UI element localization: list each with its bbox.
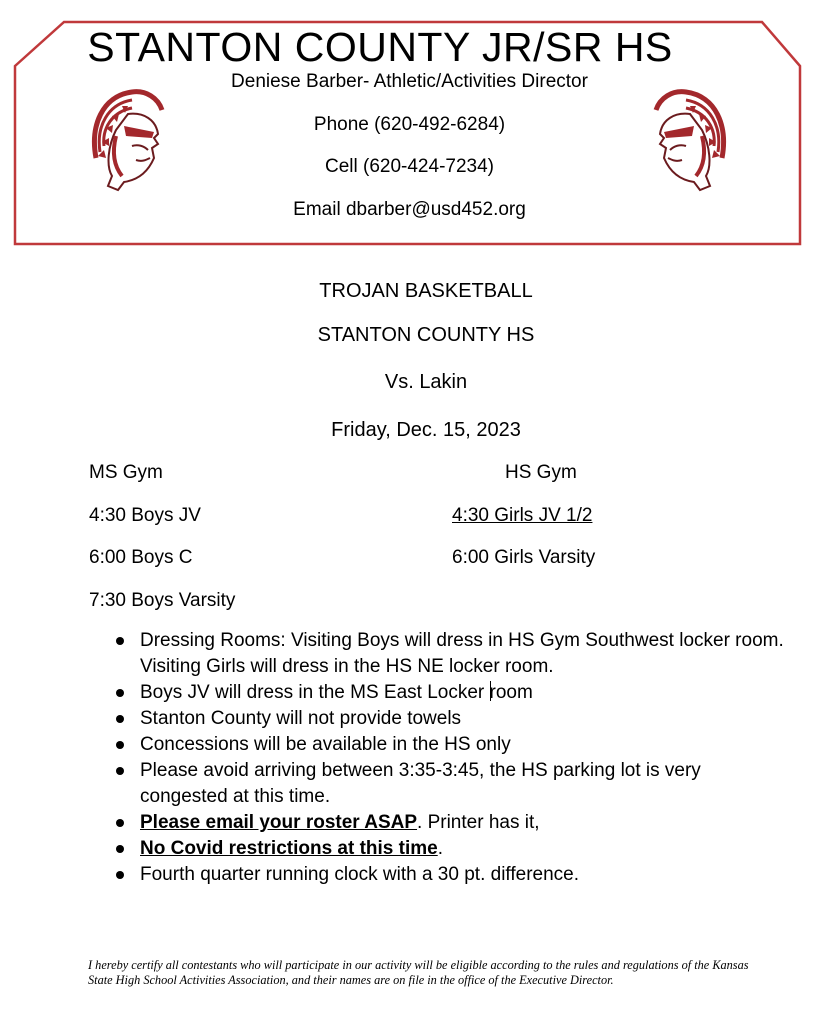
note-roster-emphasis: Please email your roster ASAP [140,812,418,833]
trojan-logo-right [650,86,730,194]
event-location: STANTON COUNTY HS [317,324,535,346]
ms-game-boys-varsity: 7:30 Boys Varsity [89,590,236,611]
trojan-logo-left [88,86,168,194]
director-line: Deniese Barber- Athletic/Activities Director [231,71,588,92]
event-sport: TROJAN BASKETBALL [319,280,533,302]
list-item [140,810,790,836]
note-boys-jv-end: room [489,682,533,703]
notes-list [110,628,790,888]
ms-game-boys-jv: 4:30 Boys JV [89,505,201,526]
hs-game-girls-jv: 4:30 Girls JV 1/2 [452,505,593,526]
phone-line: Phone (620-492-6284) [313,114,506,135]
hs-game-girls-varsity: 6:00 Girls Varsity [452,547,596,568]
note-covid-emphasis: No Covid restrictions at this time [140,838,438,859]
list-item [140,628,790,680]
ms-gym-heading: MS Gym [89,462,163,483]
note-running-clock: Fourth quarter running clock with a 30 pt. difference. [140,864,580,885]
hs-gym-heading: HS Gym [505,462,577,483]
email-line: Email dbarber@usd452.org [293,199,526,220]
event-date: Friday, Dec. 15, 2023 [331,419,521,441]
note-boys-jv: Boys JV will dress in the MS East Locker [140,682,490,703]
cell-line: Cell (620-424-7234) [325,156,494,177]
list-item [140,732,790,758]
event-opponent: Vs. Lakin [384,371,468,393]
list-item [140,862,790,888]
ms-game-boys-c: 6:00 Boys C [89,547,193,568]
list-item [140,706,790,732]
certification-statement: I hereby certify all contestants who will participate in our activity will be eligible according to the rules and regulations of the Kansas State High School Activities Association, and their names are on file in the office of the Executive Director. [88,958,749,987]
list-item [140,836,790,862]
note-towels: Stanton County will not provide towels [140,708,462,729]
list-item [140,680,790,706]
note-concessions: Concessions will be available in the HS only [140,734,511,755]
note-arrival: Please avoid arriving between 3:35-3:45, the HS parking lot is very congested at this time. [140,760,701,807]
note-roster-rest: . Printer has it, [417,812,540,833]
note-covid-rest: . [437,838,444,859]
list-item [140,758,790,810]
note-dressing-rooms: Dressing Rooms: Visiting Boys will dress in HS Gym Southwest locker room. Visiting Girls will dress in the HS NE locker room. [140,630,784,677]
school-title: STANTON COUNTY JR/SR HS [87,24,673,70]
